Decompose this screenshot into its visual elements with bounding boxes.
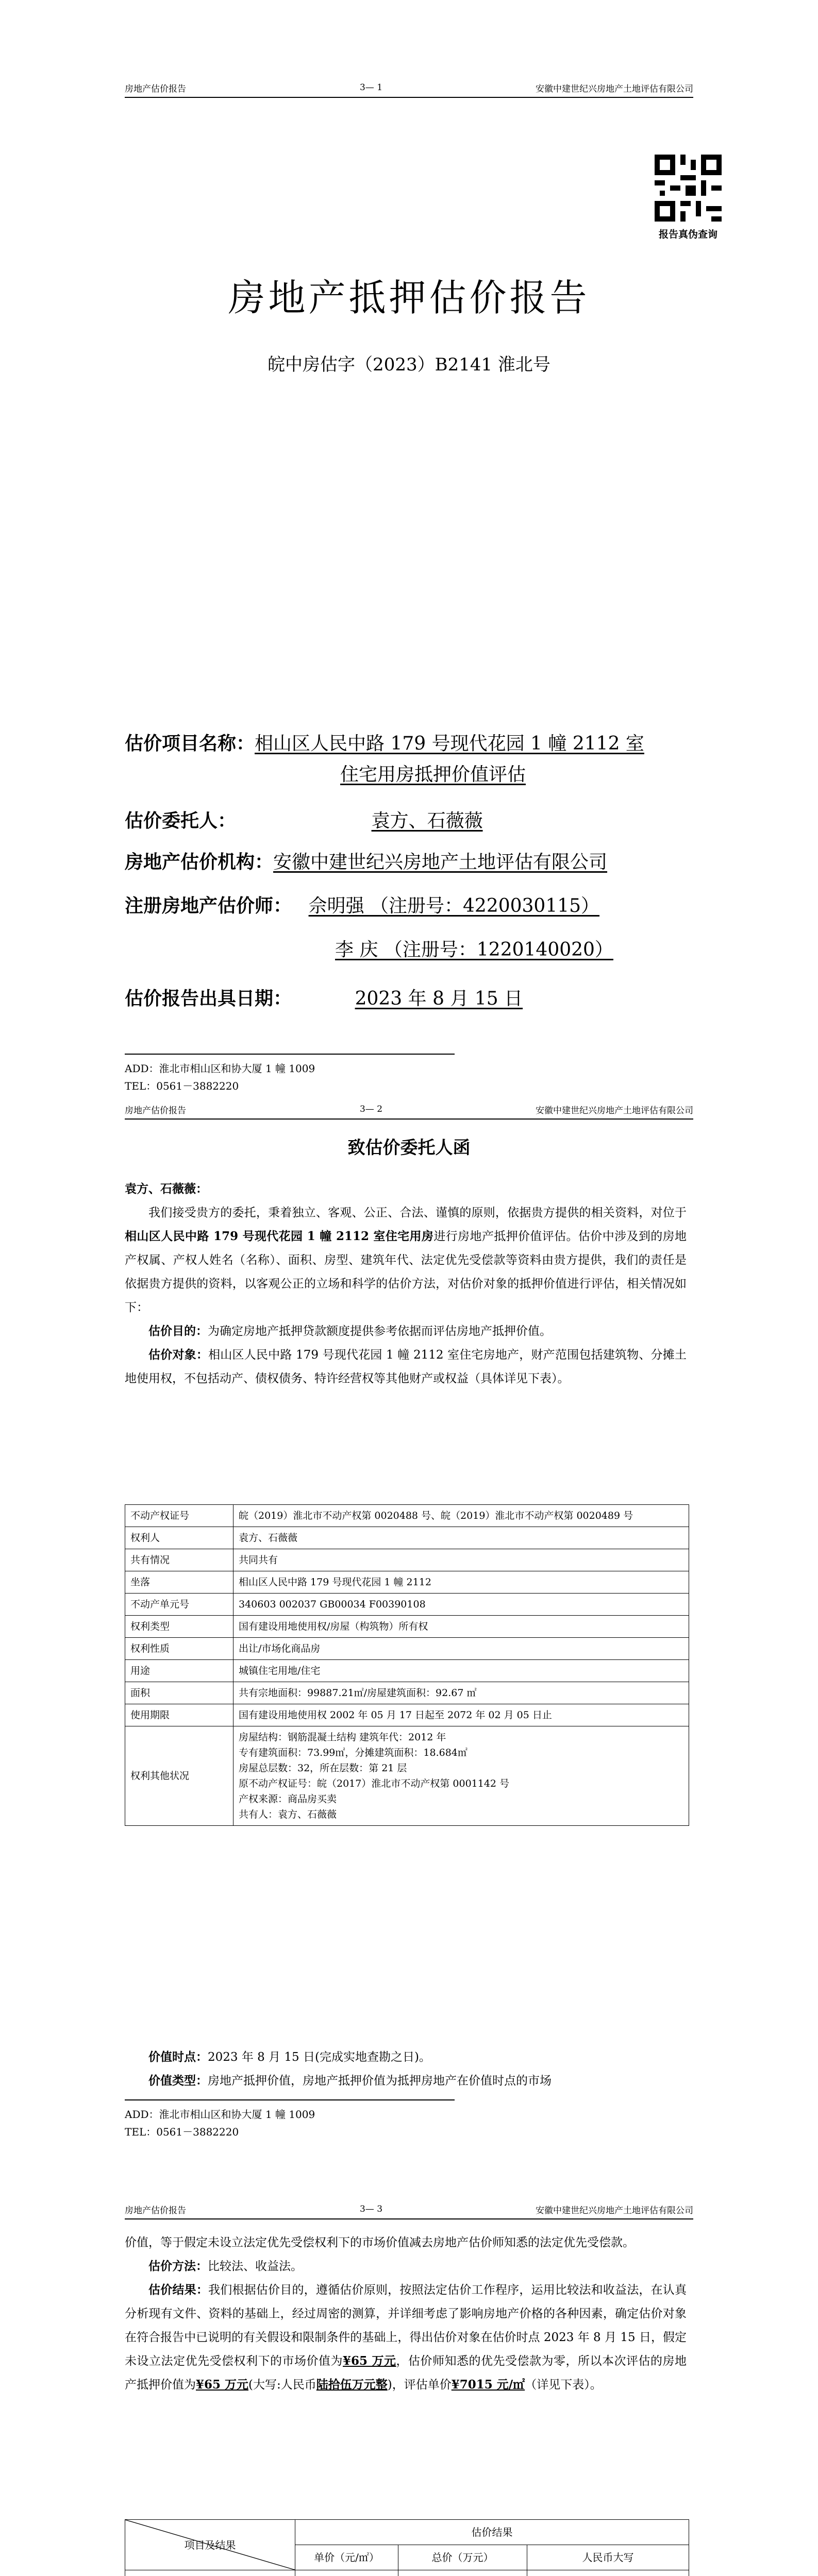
info-row	[125, 1505, 689, 1527]
result-page	[0, 2200, 818, 2576]
info-value: 出让/市场化商品房	[233, 1638, 689, 1660]
info-value: 袁方、石薇薇	[233, 1527, 689, 1549]
info-key: 权利其他状况	[125, 1726, 233, 1826]
letter-body	[125, 1177, 687, 1391]
info-row	[125, 1660, 689, 1682]
value-time-paragraph	[125, 2045, 687, 2069]
institution-row	[125, 848, 607, 874]
page-header	[125, 78, 693, 98]
result-paragraph	[125, 2278, 687, 2397]
result-text-d: )，评估单价	[387, 2378, 452, 2392]
result-text-c: (大写:人民币	[248, 2378, 316, 2392]
info-row	[125, 1571, 689, 1594]
value-time-label: 价值时点：	[148, 2050, 208, 2064]
result-cell-unit	[295, 2570, 398, 2576]
header-left: 房地产估价报告	[125, 83, 186, 94]
property-info-table	[125, 1504, 689, 1826]
info-key: 坐落	[125, 1571, 233, 1594]
value-type-paragraph	[125, 2069, 687, 2093]
result-text-a: 我们根据估价目的，遵循估价原则，按照法定估价工作程序，运用比较法和收益法，在认真分析现有文件、资料的基础上，经过周密的测算，并详细考虑了影响房地产价格的各种因素，确定估价对象在符合报告中已说明的有关假设和限制条件的基础上，得出估价对象在估价时点 2023 年 8 月 15 日，假定未设立法定优先受偿权利下的市场价值为	[125, 2283, 687, 2368]
object-label: 估价对象：	[148, 1348, 209, 1362]
intro-text-a: 我们接受贵方的委托，秉着独立、客观、公正、合法、谨慎的原则，依据贵方提供的相关资料，对位于	[148, 1206, 687, 1219]
page-footer	[125, 1054, 455, 1095]
salutation: 袁方、石薇薇：	[125, 1182, 208, 1196]
unit-price-header: 单价（元/㎡）	[295, 2545, 398, 2570]
uppercase-header: 人民币大写	[527, 2545, 689, 2570]
report-date-value: 2023 年 8 月 15 日	[355, 988, 523, 1009]
page-number: 3— 2	[359, 1104, 383, 1114]
project-name-row	[125, 729, 644, 755]
institution-label: 房地产估价机构：	[125, 851, 274, 873]
mortgage-value: ¥65 万元	[196, 2378, 249, 2392]
header-right: 安徽中建世纪兴房地产土地评估有限公司	[535, 2205, 693, 2216]
other-status-line: 产权来源：商品房买卖	[239, 1793, 337, 1805]
info-value: 相山区人民中路 179 号现代花园 1 幢 2112	[233, 1571, 689, 1594]
result-cell-upper	[527, 2570, 689, 2576]
info-key: 用途	[125, 1660, 233, 1682]
other-status-line: 原不动产权证号：皖（2017）淮北市不动产权第 0001142 号	[239, 1778, 510, 1789]
other-status-line: 房屋总层数：32，所在层数：第 21 层	[239, 1762, 407, 1774]
letter-body-2	[125, 2045, 687, 2093]
page-number: 3— 1	[359, 82, 383, 93]
info-value: 城镇住宅用地/住宅	[233, 1660, 689, 1682]
info-value: 国有建设用地使用权 2002 年 05 月 17 日起至 2072 年 02 月 05 日止	[233, 1704, 689, 1726]
purpose-paragraph	[125, 1319, 687, 1343]
object-text: 相山区人民中路 179 号现代花园 1 幢 2112 室住宅房地产，财产范围包括建筑物、分摊土地使用权，不包括动产、债权债务、特许经营权等其他财产或权益（具体详见下表）。	[125, 1348, 687, 1385]
info-row-other	[125, 1726, 689, 1826]
footer-address: ADD：淮北市相山区和协大厦 1 幢 1009	[125, 2108, 315, 2121]
letter-title: 致估价委托人函	[347, 1138, 471, 1158]
project-name-value-2: 住宅用房抵押价值评估	[340, 764, 526, 785]
corner-header-cell	[125, 2520, 295, 2570]
unit-price: ¥7015 元/㎡	[451, 2378, 525, 2392]
header-left: 房地产估价报告	[125, 1105, 186, 1116]
method-text: 比较法、收益法。	[208, 2260, 303, 2273]
result-text-b: ，估价师知悉的优先受偿款为零，所以本次评估的房地产抵押价值为	[125, 2354, 687, 2392]
page-footer	[125, 2099, 455, 2141]
info-value: 共同共有	[233, 1549, 689, 1571]
info-key: 不动产权证号	[125, 1505, 233, 1527]
intro-text-b: 进行房地产抵押价值评估。估价中涉及到的房地产权属、产权人姓名（名称）、面积、房型、建筑年代、法定优先受偿款等资料由贵方提供，我们的责任是依据贵方提供的资料，以客观公正的立场和科学的估价方法，对估价对象的抵押价值进行评估，相关情况如下：	[125, 1230, 687, 1314]
header-right: 安徽中建世纪兴房地产土地评估有限公司	[535, 83, 693, 94]
report-title: 房地产抵押估价报告	[228, 276, 590, 319]
info-key: 共有情况	[125, 1549, 233, 1571]
report-date-row	[125, 984, 523, 1010]
client-label: 估价委托人：	[125, 810, 237, 832]
footer-address: ADD：淮北市相山区和协大厦 1 幢 1009	[125, 1062, 315, 1075]
value-in-words: 陆拾伍万元整	[316, 2378, 388, 2392]
qr-code-icon	[655, 155, 722, 222]
corner-header-label: 项目及结果	[184, 2538, 236, 2551]
appraiser-row-2	[335, 935, 613, 961]
result-body	[125, 2231, 687, 2397]
page-number: 3— 3	[359, 2204, 383, 2214]
other-status-line: 房屋结构：钢筋混凝土结构 建筑年代：2012 年	[239, 1732, 446, 1743]
appraiser-1: 佘明强 （注册号：4220030115）	[308, 895, 600, 917]
value-type-text-1: 房地产抵押价值，房地产抵押价值为抵押房地产在价值时点的市场	[208, 2074, 552, 2088]
client-row	[125, 806, 483, 833]
result-group-header: 估价结果	[295, 2520, 689, 2545]
valuation-result-table	[125, 2519, 689, 2576]
page-header	[125, 1100, 693, 1120]
appraiser-2: 李 庆 （注册号：1220140020）	[335, 939, 613, 960]
qr-caption: 报告真伪查询	[658, 229, 717, 240]
result-cell-total	[398, 2570, 527, 2576]
info-row	[125, 1638, 689, 1660]
cover-page	[0, 0, 818, 1097]
method-label: 估价方法：	[148, 2259, 208, 2273]
info-key: 权利人	[125, 1527, 233, 1549]
report-number: 皖中房估字（2023）B2141 淮北号	[268, 354, 550, 375]
info-key: 权利性质	[125, 1638, 233, 1660]
object-paragraph	[125, 1343, 687, 1391]
info-value: 国有建设用地使用权/房屋（构筑物）所有权	[233, 1616, 689, 1638]
info-row	[125, 1527, 689, 1549]
info-value: 共有宗地面积：99887.21㎡/房屋建筑面积：92.67 ㎡	[233, 1682, 689, 1704]
result-text-e: （详见下表）。	[525, 2378, 602, 2392]
value-type-label: 价值类型：	[148, 2074, 208, 2088]
info-value-other	[233, 1726, 689, 1826]
info-row	[125, 1704, 689, 1726]
info-row	[125, 1616, 689, 1638]
letter-page	[0, 1100, 818, 2197]
result-cell-name	[125, 2570, 295, 2576]
header-right: 安徽中建世纪兴房地产土地评估有限公司	[535, 1105, 693, 1116]
other-status-line: 专有建筑面积：73.99㎡，分摊建筑面积：18.684㎡	[239, 1747, 468, 1758]
result-label: 估价结果：	[148, 2283, 209, 2297]
footer-tel: TEL：0561－3882220	[125, 1080, 239, 1092]
intro-text-bold: 相山区人民中路 179 号现代花园 1 幢 2112 室住宅用房	[125, 1229, 434, 1243]
appraiser-row	[125, 891, 599, 918]
client-value: 袁方、石薇薇	[371, 810, 483, 832]
market-value: ¥65 万元	[343, 2354, 396, 2368]
info-value: 340603 002037 GB00034 F00390108	[233, 1594, 689, 1616]
info-key: 权利类型	[125, 1616, 233, 1638]
info-row	[125, 1682, 689, 1704]
footer-tel: TEL：0561－3882220	[125, 2126, 239, 2138]
project-name-value: 相山区人民中路 179 号现代花园 1 幢 2112 室	[255, 733, 644, 754]
info-row	[125, 1594, 689, 1616]
total-price-header: 总价（万元）	[398, 2545, 527, 2570]
info-key: 使用期限	[125, 1704, 233, 1726]
project-name-label: 估价项目名称：	[125, 733, 255, 754]
purpose-text: 为确定房地产抵押贷款额度提供参考依据而评估房地产抵押价值。	[208, 1325, 552, 1338]
qr-code[interactable]	[655, 155, 722, 222]
info-key: 不动产单元号	[125, 1594, 233, 1616]
value-time-text: 2023 年 8 月 15 日(完成实地查勘之日)。	[208, 2050, 431, 2064]
info-key: 面积	[125, 1682, 233, 1704]
institution-value: 安徽中建世纪兴房地产土地评估有限公司	[273, 852, 608, 873]
info-value: 皖（2019）淮北市不动产权第 0020488 号、皖（2019）淮北市不动产权第 0020489 号	[233, 1505, 689, 1527]
intro-paragraph	[125, 1201, 687, 1319]
page-header	[125, 2200, 693, 2219]
report-date-label: 估价报告出具日期：	[125, 988, 292, 1009]
method-paragraph	[125, 2255, 687, 2278]
result-row	[125, 2570, 689, 2576]
purpose-label: 估价目的：	[148, 1324, 208, 1338]
project-name-row-2	[340, 760, 526, 786]
header-left: 房地产估价报告	[125, 2205, 186, 2216]
value-type-text-2: 价值，等于假定未设立法定优先受偿权利下的市场价值减去房地产估价师知悉的法定优先受偿款。	[125, 2236, 635, 2249]
appraiser-label: 注册房地产估价师：	[125, 895, 292, 917]
info-row	[125, 1549, 689, 1571]
other-status-line: 共有人：袁方、石薇薇	[239, 1809, 337, 1820]
